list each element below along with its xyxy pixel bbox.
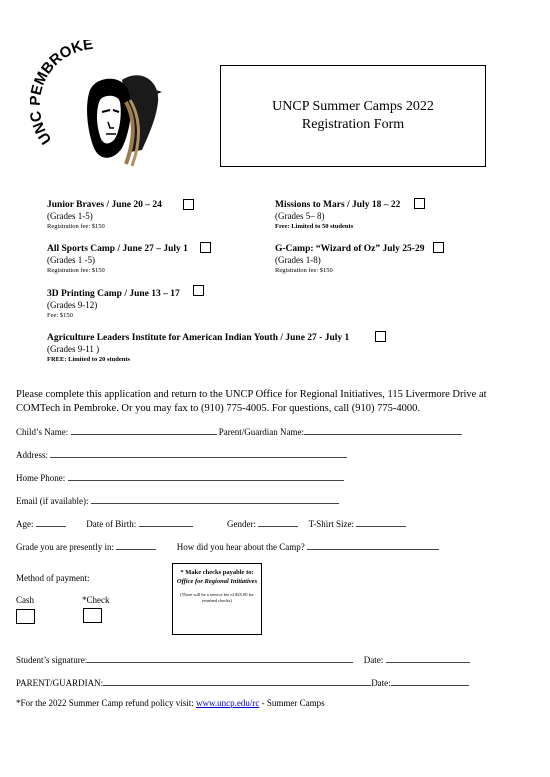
check-checkbox[interactable] bbox=[83, 608, 102, 623]
camp-junior-braves bbox=[47, 200, 162, 231]
tshirt-field[interactable] bbox=[356, 517, 406, 527]
camp-fee: FREE: Limited to 20 students bbox=[47, 356, 131, 363]
child-name-label: Child’s Name: bbox=[16, 427, 69, 437]
refund-suffix: - Summer Camps bbox=[259, 698, 325, 708]
checkbox-missions-to-mars[interactable] bbox=[414, 198, 425, 209]
checkbox-all-sports[interactable] bbox=[200, 242, 211, 253]
camp-grades: (Grades 1-8) bbox=[275, 255, 321, 265]
refund-link[interactable]: www.uncp.edu/rc bbox=[195, 698, 260, 708]
note-payee: Office for Regional Initiatives bbox=[176, 578, 258, 585]
address-field[interactable] bbox=[50, 448, 347, 458]
email-field[interactable] bbox=[91, 494, 339, 504]
camp-name: 3D Printing Camp / June 13 – 17 bbox=[47, 289, 180, 299]
camp-name: G-Camp: “Wizard of Oz” July 25-29 bbox=[275, 244, 425, 254]
home-phone-label: Home Phone: bbox=[16, 473, 66, 483]
check-payable-note bbox=[172, 563, 262, 635]
svg-text:UNC PEMBROKE bbox=[30, 40, 94, 147]
date-field-1[interactable] bbox=[386, 653, 470, 663]
uncp-logo bbox=[30, 40, 175, 170]
camp-grades: (Grades 9-12) bbox=[47, 300, 98, 310]
note-payable-to: * Make checks payable to: bbox=[180, 569, 254, 576]
checkbox-g-camp[interactable] bbox=[433, 242, 444, 253]
dob-field[interactable] bbox=[139, 517, 193, 527]
camp-fee: Registration fee: $150 bbox=[275, 267, 333, 274]
checkbox-3d-printing[interactable] bbox=[193, 285, 204, 296]
row-email bbox=[16, 494, 339, 506]
camp-g-camp bbox=[275, 244, 424, 275]
row-personal bbox=[16, 517, 406, 529]
row-parent-signature bbox=[16, 676, 469, 688]
grade-label: Grade you are presently in: bbox=[16, 542, 114, 552]
title-line-2: Registration Form bbox=[301, 117, 405, 132]
gender-label: Gender: bbox=[227, 519, 256, 529]
home-phone-field[interactable] bbox=[68, 471, 344, 481]
note-returned-fee: (There will be a service fee of $25.00 for returned checks) bbox=[180, 592, 254, 603]
instructions: Please complete this application and return to the UNCP Office for Regional Initiatives, 115 Livermore Drive at COMTech in Pembroke. Or you may fax to (910) 775-4005. For questions, call (910) 775-4000. bbox=[16, 389, 487, 414]
row-names bbox=[16, 425, 462, 437]
camp-name: Junior Braves / June 20 – 24 bbox=[47, 200, 162, 210]
date-label-2: Date: bbox=[371, 678, 391, 688]
row-grade bbox=[16, 540, 439, 552]
date-label-1: Date: bbox=[363, 655, 384, 665]
cash-checkbox[interactable] bbox=[16, 609, 35, 624]
grade-field[interactable] bbox=[116, 540, 156, 550]
camp-name: All Sports Camp / June 27 – July 1 bbox=[47, 244, 188, 254]
camp-name: Missions to Mars / July 18 – 22 bbox=[275, 200, 401, 210]
heard-field[interactable] bbox=[307, 540, 439, 550]
payment-label: Method of payment: bbox=[16, 573, 90, 583]
camp-fee: Free: Limited to 50 students bbox=[275, 223, 354, 230]
row-student-signature bbox=[16, 653, 470, 665]
parent-signature-field[interactable] bbox=[103, 676, 371, 686]
check-label: *Check bbox=[82, 595, 110, 605]
camp-name: Agriculture Leaders Institute for American Indian Youth / June 27 - July 1 bbox=[47, 333, 350, 343]
title-line-1: UNCP Summer Camps 2022 bbox=[272, 99, 434, 114]
camp-grades: (Grades 5– 8) bbox=[275, 211, 325, 221]
age-label: Age: bbox=[16, 519, 34, 529]
camp-all-sports bbox=[47, 244, 188, 275]
camp-agriculture-leaders bbox=[47, 333, 349, 364]
guardian-name-label: Parent/Guardian Name: bbox=[218, 427, 304, 437]
camp-grades: (Grades 1 -5) bbox=[47, 255, 95, 265]
student-signature-field[interactable] bbox=[87, 653, 353, 663]
checkbox-agriculture-leaders[interactable] bbox=[375, 331, 386, 342]
dob-label: Date of Birth: bbox=[86, 519, 137, 529]
cash-label: Cash bbox=[16, 595, 34, 605]
row-home-phone bbox=[16, 471, 344, 483]
address-label: Address: bbox=[16, 450, 48, 460]
camp-fee: Registration fee: $150 bbox=[47, 223, 105, 230]
guardian-name-field[interactable] bbox=[304, 425, 462, 435]
date-field-2[interactable] bbox=[391, 676, 469, 686]
camp-3d-printing bbox=[47, 289, 180, 320]
gender-field[interactable] bbox=[258, 517, 298, 527]
logo-text: UN MBROKE bbox=[30, 40, 95, 148]
camp-fee: Registration fee: $150 bbox=[47, 267, 105, 274]
email-label: Email (if available): bbox=[16, 496, 89, 506]
age-field[interactable] bbox=[36, 517, 66, 527]
child-name-field[interactable] bbox=[71, 425, 217, 435]
title-box bbox=[220, 65, 486, 167]
student-signature-label: Student’s signature: bbox=[16, 655, 88, 665]
refund-policy-note bbox=[16, 698, 325, 708]
heard-label: How did you hear about the Camp? bbox=[176, 542, 305, 552]
checkbox-junior-braves[interactable] bbox=[183, 199, 194, 210]
camp-missions-to-mars bbox=[275, 200, 400, 231]
parent-signature-label: PARENT/GUARDIAN: bbox=[16, 678, 104, 688]
tshirt-label: T-Shirt Size: bbox=[308, 519, 355, 529]
camp-fee: Fee: $150 bbox=[47, 312, 73, 319]
camp-grades: (Grades 1-5) bbox=[47, 211, 93, 221]
camp-grades: (Grades 9-11 ) bbox=[47, 344, 100, 354]
row-address bbox=[16, 448, 347, 460]
refund-prefix: *For the 2022 Summer Camp refund policy visit: bbox=[16, 698, 196, 708]
